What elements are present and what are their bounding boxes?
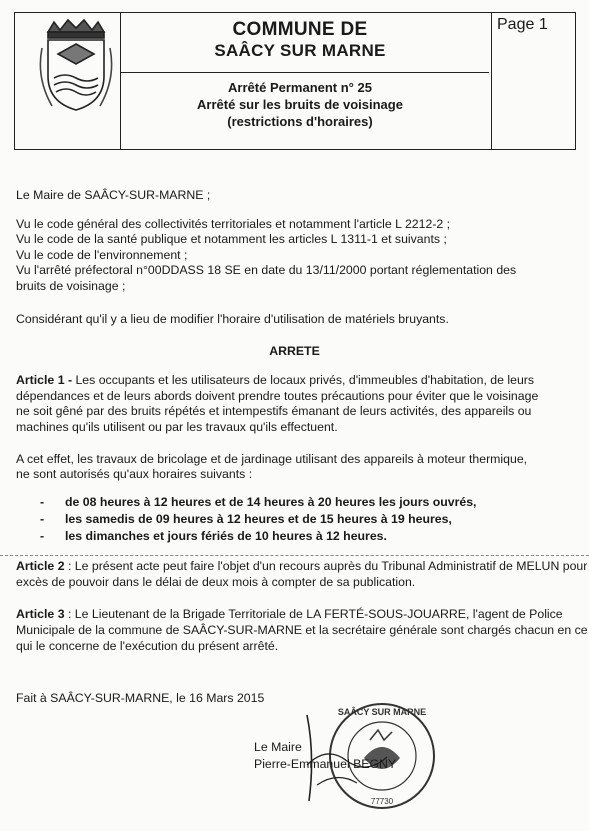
article-1-line-2: dépendances et de leurs abords doivent prendre toutes précautions pour éviter que le voisinage xyxy=(16,389,539,403)
article-3-label: Article 3 xyxy=(16,607,65,621)
bullet-dash: - xyxy=(40,495,45,509)
page-divider xyxy=(0,555,589,556)
signature-icon xyxy=(287,705,457,805)
article-2-text: : Le présent acte peut faire l'objet d'un recours auprès du Tribunal Administratif de MELUN pour xyxy=(64,559,588,573)
commune-name: SAÂCY SUR MARNE xyxy=(214,41,386,60)
bullet-dash: - xyxy=(40,512,45,526)
article-3-line-2: Municipale de la commune de SAÂCY-SUR-MARNE et la secrétaire générale sont chargés chacun en ce xyxy=(16,623,588,637)
vu-line-4: Vu l'arrêté préfectoral n°00DDASS 18 SE en date du 13/11/2000 portant réglementation des xyxy=(16,263,517,277)
svg-text:77730: 77730 xyxy=(370,797,394,806)
horaire-item: de 08 heures à 12 heures et de 14 heures à 20 heures les jours ouvrés, xyxy=(65,495,477,509)
article-1-line-4: machines qu'ils utilisent ou par les travaux qu'ils effectuent. xyxy=(16,420,338,434)
horaire-item: les dimanches et jours fériés de 10 heures à 12 heures. xyxy=(65,529,387,543)
article-2-line-1 xyxy=(16,559,587,574)
fait-date: Fait à SAÂCY-SUR-MARNE, le 16 Mars 2015 xyxy=(16,691,265,705)
vu-line-4-cont: bruits de voisinage ; xyxy=(16,279,126,293)
effet-line-2: ne sont autorisés qu'aux horaires suivants : xyxy=(16,467,253,481)
coat-of-arms-icon xyxy=(36,18,116,118)
arrete-restriction: (restrictions d'horaires) xyxy=(227,114,373,129)
article-3-text: : Le Lieutenant de la Brigade Territoriale de LA FERTÉ-SOUS-JOUARRE, l'agent de Police xyxy=(64,607,563,621)
arrete-subject: Arrêté sur les bruits de voisinage xyxy=(197,97,403,112)
article-3-line-1 xyxy=(16,607,563,622)
vu-line-2: Vu le code de la santé publique et notamment les articles L 1311-1 et suivants ; xyxy=(16,232,447,246)
article-1-label: Article 1 - xyxy=(16,373,73,387)
signature-title: Le Maire xyxy=(254,740,302,754)
arrete-heading: ARRETE xyxy=(269,344,320,358)
vu-line-1: Vu le code général des collectivités territoriales et notamment l'article L 2212-2 ; xyxy=(16,217,451,231)
svg-text:SAÂCY SUR MARNE: SAÂCY SUR MARNE xyxy=(337,707,427,717)
article-1-text: Les occupants et les utilisateurs de locaux privés, d'immeubles d'habitation, de leurs xyxy=(72,373,535,387)
considerant: Considérant qu'il y a lieu de modifier l'horaire d'utilisation de matériels bruyants. xyxy=(16,312,449,326)
effet-line-1: A cet effet, les travaux de bricolage et de jardinage utilisant des appareils à moteur thermique, xyxy=(16,452,528,466)
article-1-line-3: ne soit gêné par des bruits répétés et intempestifs émanant de leurs activités, des appareils ou xyxy=(16,404,532,418)
article-2-label: Article 2 xyxy=(16,559,65,573)
salutation: Le Maire de SAÂCY-SUR-MARNE ; xyxy=(16,188,211,202)
article-1-line-1 xyxy=(16,373,534,388)
bullet-dash: - xyxy=(40,529,45,543)
article-2-line-2: excès de pouvoir dans le délai de deux mois à compter de sa publication. xyxy=(16,575,416,589)
article-3-line-3: qui le concerne de l'exécution du présent arrêté. xyxy=(16,639,279,653)
commune-title: COMMUNE DE xyxy=(232,19,368,40)
vu-line-3: Vu le code de l'environnement ; xyxy=(16,248,188,262)
signatory-name: Pierre-Emmanuel BEGNY xyxy=(254,757,397,771)
horaire-item: les samedis de 09 heures à 12 heures et de 15 heures à 19 heures, xyxy=(65,512,452,526)
page-number: Page 1 xyxy=(497,16,548,33)
arrete-number: Arrêté Permanent n° 25 xyxy=(228,80,372,95)
